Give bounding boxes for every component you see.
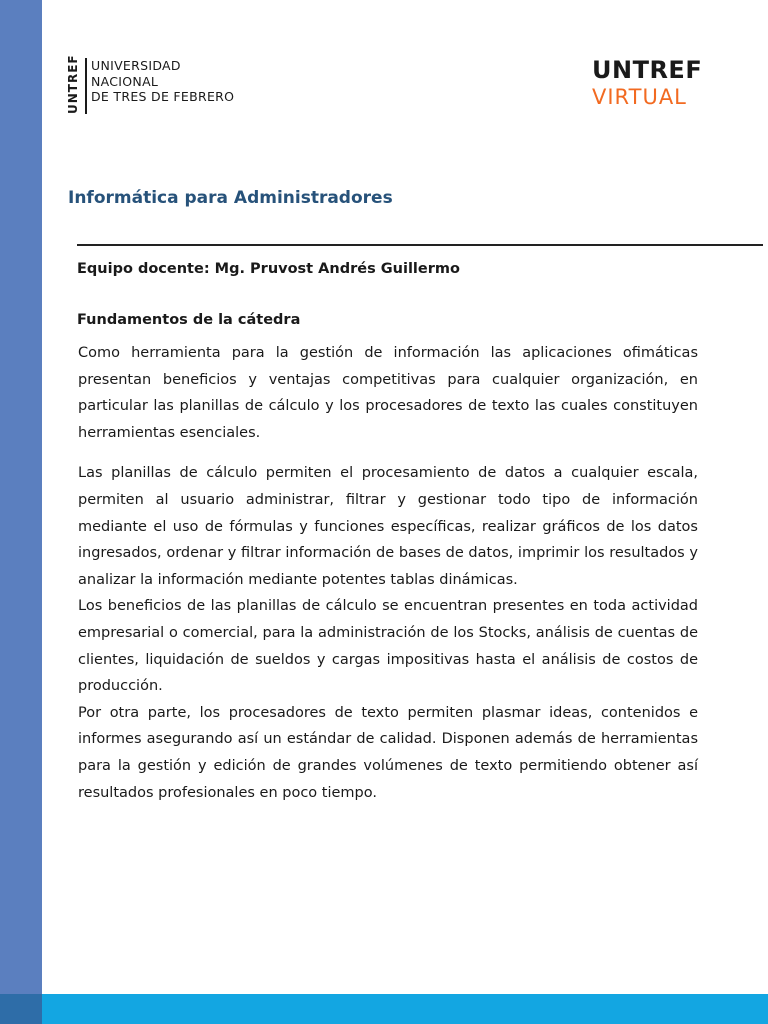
paragraph: Las planillas de cálculo permiten el procesamiento de datos a cualquier escala, permiten al usuario administrar, filtrar y gestionar todo tipo de información mediante el uso de fórmulas y funciones específicas, realizar gráficos de los datos ingresados, ordenar y filtrar información de bases de datos, imprimir los resultados y analizar la información mediante potentes tablas dinámicas. xyxy=(78,465,698,588)
university-line-2: NACIONAL xyxy=(91,73,159,89)
section-heading: Fundamentos de la cátedra xyxy=(77,312,301,328)
teaching-team: Equipo docente: Mg. Pruvost Andrés Guillermo xyxy=(77,261,460,277)
university-line-3: DE TRES DE FEBRERO xyxy=(91,89,235,104)
paragraph: Por otra parte, los procesadores de texto permiten plasmar ideas, contenidos e informes asegurando así un estándar de calidad. Disponen además de herramientas para la gestión y edición de grandes volúmenes de texto permitiendo obtener así resultados profesionales en poco tiempo. xyxy=(78,704,698,801)
university-name xyxy=(91,58,234,105)
left-accent-bar xyxy=(0,0,42,994)
bottom-accent-bar xyxy=(0,994,768,1024)
university-line-1: UNIVERSIDAD xyxy=(91,58,181,73)
course-title: Informática para Administradores xyxy=(68,188,393,208)
title-divider xyxy=(77,244,763,246)
untref-virtual-logo xyxy=(592,56,702,110)
logo-divider xyxy=(85,58,87,114)
untref-logo-bottom: VIRTUAL xyxy=(592,85,687,109)
bottom-corner-block xyxy=(0,994,42,1024)
body-text xyxy=(78,340,698,806)
paragraph: Los beneficios de las planillas de cálculo se encuentran presentes en toda actividad empresarial o comercial, para la administración de los Stocks, análisis de cuentas de clientes, liquidación de sueldos y cargas impositivas hasta el análisis de costos de producción. xyxy=(78,598,698,695)
untref-logo-top: UNTREF xyxy=(592,56,703,84)
university-abbrev: UNTREF xyxy=(66,54,80,114)
paragraph: Como herramienta para la gestión de información las aplicaciones ofimáticas presentan beneficios y ventajas competitivas para cualquier organización, en particular las planillas de cálculo y los procesadores de texto las cuales constituyen herramientas esenciales. xyxy=(78,345,698,441)
